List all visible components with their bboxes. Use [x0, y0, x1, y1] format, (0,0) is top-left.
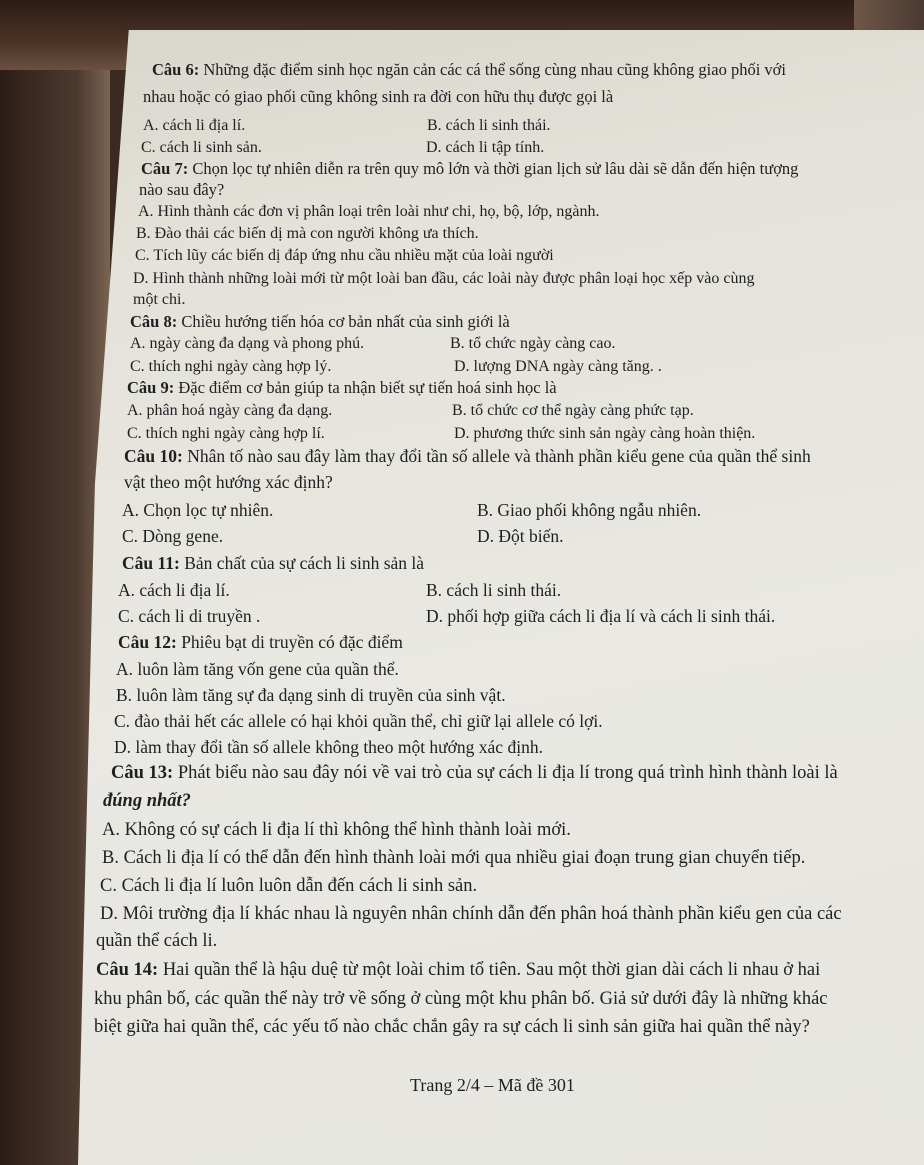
option-b: B. tổ chức ngày càng cao.	[450, 335, 616, 352]
question-13-line-2: đúng nhất?	[103, 791, 191, 811]
option-a: A. cách li địa lí.	[118, 580, 230, 600]
question-10-options-cd	[122, 526, 842, 548]
question-8-line-1: Câu 8: Chiều hướng tiến hóa cơ bản nhất của sinh giới là	[130, 312, 510, 331]
question-11-options-cd	[118, 606, 838, 628]
question-9-line-1: Câu 9: Đặc điểm cơ bản giúp ta nhận biết sự tiến hoá sinh học là	[127, 378, 557, 397]
question-13-option-a: A. Không có sự cách li địa lí thì không thể hình thành loài mới.	[102, 820, 571, 840]
option-d: D. phối hợp giữa cách li địa lí và cách li sinh thái.	[426, 606, 776, 626]
question-7-option-c: C. Tích lũy các biến dị đáp ứng nhu cầu nhiều mặt của loài người	[135, 247, 554, 264]
question-13-option-d-line-1: D. Môi trường địa lí khác nhau là nguyên nhân chính dẫn đến phân hoá thành phần kiểu gen của các	[100, 904, 842, 924]
option-d: D. phương thức sinh sản ngày càng hoàn thiện.	[454, 425, 756, 442]
question-13-option-b: B. Cách li địa lí có thể dẫn đến hình thành loài mới qua nhiều giai đoạn trung gian chuyển tiếp.	[102, 848, 806, 868]
question-11-options-ab	[118, 580, 838, 602]
question-8-options-cd	[130, 358, 830, 378]
option-d: D. cách li tập tính.	[426, 139, 545, 156]
option-c: C. thích nghi ngày càng hợp lý.	[130, 358, 332, 375]
option-b: B. cách li sinh thái.	[427, 117, 551, 134]
question-10-line-1: Câu 10: Nhân tố nào sau đây làm thay đổi tần số allele và thành phần kiểu gene của quần thể sinh	[124, 446, 811, 466]
question-7-option-a: A. Hình thành các đơn vị phân loại trên loài như chi, họ, bộ, lớp, ngành.	[138, 203, 600, 220]
question-7-line-2: nào sau đây?	[139, 180, 225, 199]
question-13-option-c: C. Cách li địa lí luôn luôn dẫn đến cách li sinh sản.	[100, 876, 478, 896]
option-a: A. ngày càng đa dạng và phong phú.	[130, 335, 365, 352]
question-6-options-cd	[141, 139, 841, 159]
question-6-line-2: nhau hoặc có giao phối cũng không sinh ra đời con hữu thụ được gọi là	[143, 87, 614, 106]
question-12-option-d: D. làm thay đổi tần số allele không theo một hướng xác định.	[114, 737, 543, 757]
question-13-option-d-line-2: quần thể cách li.	[96, 931, 218, 951]
question-8-options-ab	[130, 335, 830, 355]
question-14-line-3: biệt giữa hai quần thể, các yếu tố nào chắc chắn gây ra sự cách li sinh sản giữa hai quần thể này?	[94, 1017, 810, 1037]
question-9-options-cd	[127, 425, 827, 445]
question-12-option-c: C. đào thải hết các allele có hại khỏi quần thể, chỉ giữ lại allele có lợi.	[114, 711, 603, 731]
question-14-line-1: Câu 14: Hai quần thể là hậu duệ từ một loài chim tổ tiên. Sau một thời gian dài cách li nhau ở hai	[96, 960, 821, 980]
question-7-option-d-line-1: D. Hình thành những loài mới từ một loài ban đầu, các loài này được phân loại học xếp vào cùng	[133, 270, 755, 287]
option-b: B. cách li sinh thái.	[426, 580, 562, 600]
question-14-line-2: khu phân bố, các quần thể này trở về sống ở cùng một khu phân bố. Giả sử dưới đây là những khác	[94, 989, 828, 1009]
question-9-options-ab	[127, 402, 827, 422]
option-a: A. Chọn lọc tự nhiên.	[122, 500, 274, 520]
question-6-line-1: Câu 6: Những đặc điểm sinh học ngăn cản các cá thể sống cùng nhau cũng không giao phối với	[152, 60, 786, 79]
option-a: A. phân hoá ngày càng đa dạng.	[127, 402, 333, 419]
question-12-line-1: Câu 12: Phiêu bạt di truyền có đặc điểm	[118, 632, 403, 652]
question-7-option-b: B. Đào thải các biến dị mà con người không ưa thích.	[136, 225, 479, 242]
option-d: D. Đột biến.	[477, 526, 564, 546]
question-10-options-ab	[122, 500, 842, 522]
question-7-line-1: Câu 7: Chọn lọc tự nhiên diễn ra trên quy mô lớn và thời gian lịch sử lâu dài sẽ dẫn đến hiện tượng	[141, 159, 799, 178]
question-7-option-d-line-2: một chi.	[133, 291, 186, 308]
option-b: B. Giao phối không ngẫu nhiên.	[477, 500, 702, 520]
question-6-options-ab	[143, 117, 843, 137]
option-c: C. Dòng gene.	[122, 526, 224, 546]
question-13-line-1: Câu 13: Phát biểu nào sau đây nói về vai trò của sự cách li địa lí trong quá trình hình thành loài là	[111, 763, 838, 783]
option-c: C. thích nghi ngày càng hợp lí.	[127, 425, 325, 442]
option-c: C. cách li di truyền .	[118, 606, 261, 626]
question-12-option-b: B. luôn làm tăng sự đa dạng sinh di truyền của sinh vật.	[116, 685, 506, 705]
question-10-line-2: vật theo một hướng xác định?	[124, 472, 333, 492]
option-b: B. tổ chức cơ thể ngày càng phức tạp.	[452, 402, 694, 419]
page-footer: Trang 2/4 – Mã đề 301	[410, 1075, 575, 1095]
option-d: D. lượng DNA ngày càng tăng. .	[454, 358, 662, 375]
option-c: C. cách li sinh sản.	[141, 139, 262, 156]
question-11-line-1: Câu 11: Bản chất của sự cách li sinh sản là	[122, 553, 425, 573]
option-a: A. cách li địa lí.	[143, 117, 246, 134]
question-12-option-a: A. luôn làm tăng vốn gene của quần thể.	[116, 659, 399, 679]
